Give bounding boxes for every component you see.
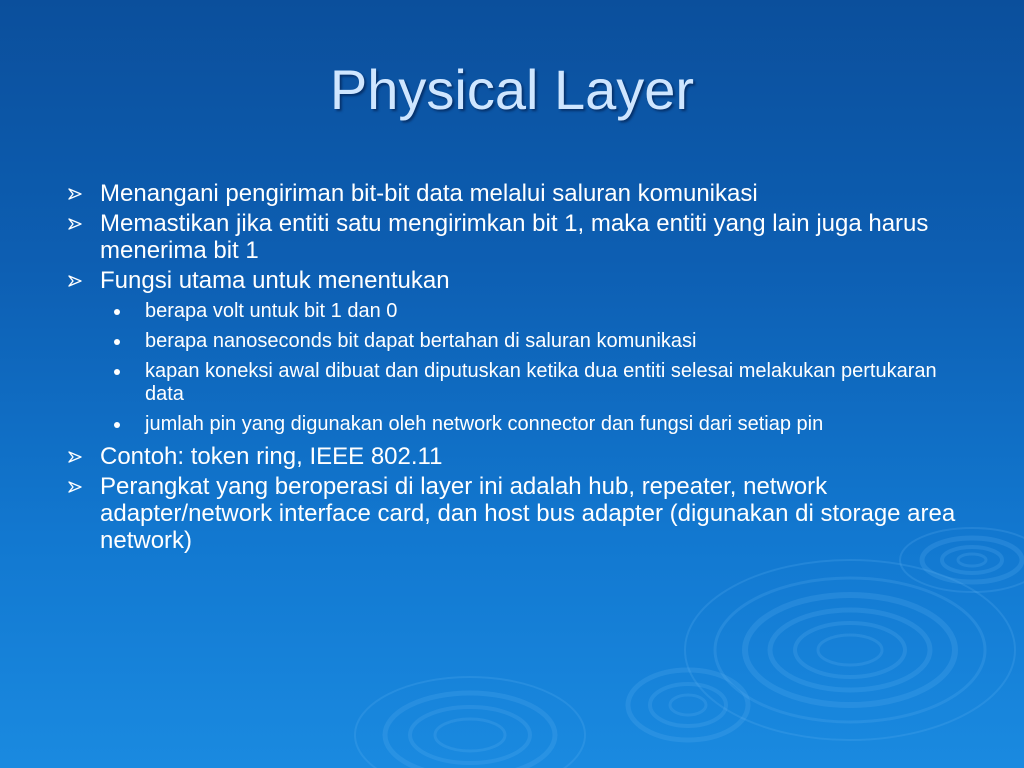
arrowhead-bullet-icon [68,267,84,294]
round-dot-bullet-icon [114,369,120,375]
slide-title: Physical Layer [329,58,695,121]
bullet-text: Menangani pengiriman bit-bit data melalui saluran komunikasi [100,180,758,207]
bullet-item [58,210,968,264]
sub-bullet-item [58,330,968,353]
bullet-item [58,443,968,470]
bullet-item [58,473,968,554]
sub-bullet-item [58,360,968,406]
arrowhead-bullet-icon [68,180,84,207]
arrowhead-bullet-icon [68,443,84,470]
bullet-text: Perangkat yang beroperasi di layer ini adalah hub, repeater, network adapter/network interface card, dan host bus adapter (digunakan di storage area network) [100,473,956,554]
bullet-item [58,267,968,294]
round-dot-bullet-icon [114,339,120,345]
round-dot-bullet-icon [114,422,120,428]
sub-bullet-list [58,300,968,436]
bullet-list [58,180,968,557]
bullet-text: Memastikan jika entiti satu mengirimkan bit 1, maka entiti yang lain juga harus menerima bit 1 [100,210,929,264]
sub-bullet-text: berapa volt untuk bit 1 dan 0 [145,300,398,322]
bullet-item [58,180,968,207]
bullet-text: Fungsi utama untuk menentukan [100,267,450,294]
sub-bullet-item [58,413,968,436]
sub-bullet-text: jumlah pin yang digunakan oleh network connector dan fungsi dari setiap pin [145,413,824,435]
bullet-text: Contoh: token ring, IEEE 802.11 [100,443,443,470]
round-dot-bullet-icon [114,309,120,315]
arrowhead-bullet-icon [68,473,84,500]
sub-bullet-item [58,300,968,323]
sub-bullet-text: kapan koneksi awal dibuat dan diputuskan ketika dua entiti selesai melakukan pertukaran data [145,360,937,405]
sub-bullet-text: berapa nanoseconds bit dapat bertahan di saluran komunikasi [145,330,697,352]
arrowhead-bullet-icon [68,210,84,237]
